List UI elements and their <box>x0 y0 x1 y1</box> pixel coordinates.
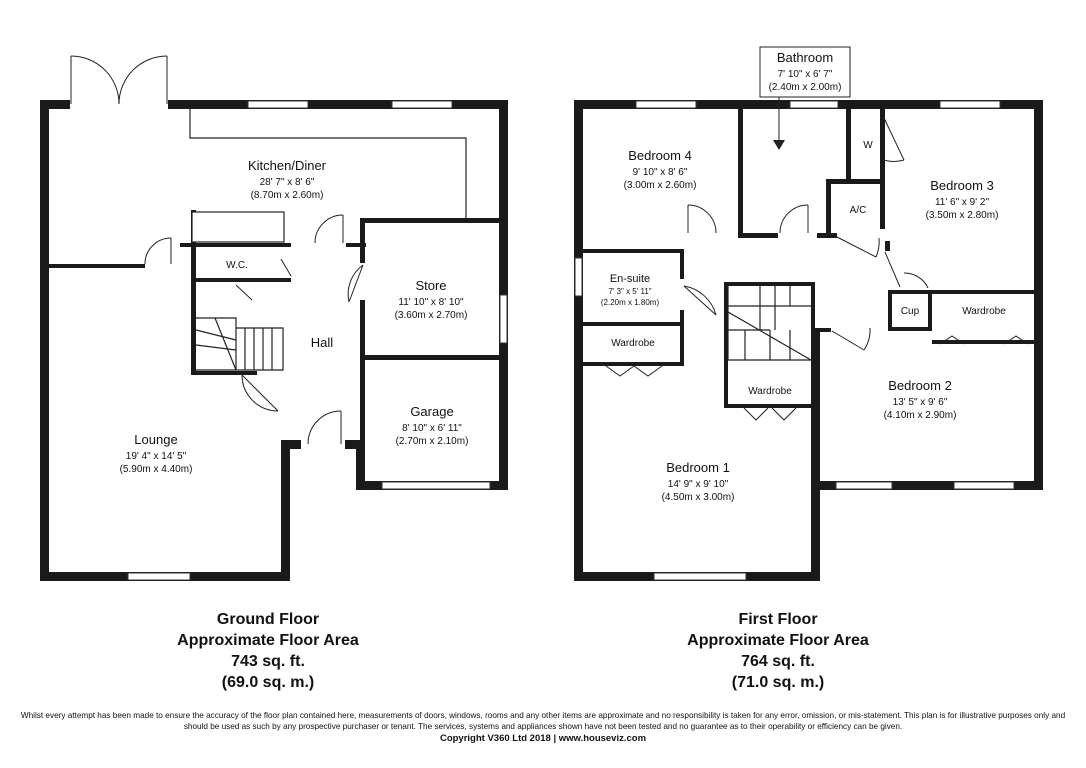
store-metric: (3.60m x 2.70m) <box>394 310 468 321</box>
ground-floor-subtitle: Approximate Floor Area <box>177 632 359 649</box>
first-stairs-icon <box>728 286 811 360</box>
bathroom-metric: (2.40m x 2.00m) <box>768 82 842 93</box>
ground-floor-sqft: 743 sq. ft. <box>231 653 305 670</box>
ensuite-dims: 7' 3" x 5' 11" <box>608 287 652 296</box>
bedroom3-label: Bedroom 3 <box>930 178 994 193</box>
bedroom2-metric: (4.10m x 2.90m) <box>883 410 957 421</box>
bedroom4-label: Bedroom 4 <box>628 148 692 163</box>
copyright-text: Copyright V360 Ltd 2018 | www.houseviz.com <box>439 733 647 744</box>
first-floor-area-summary <box>598 609 958 693</box>
bathroom-dims: 7' 10" x 6' 7" <box>777 69 833 80</box>
disclaimer-footer <box>10 710 1076 744</box>
ac-label: A/C <box>849 205 867 216</box>
cup-label: Cup <box>900 306 920 317</box>
ground-floor-title: Ground Floor <box>216 611 320 628</box>
bedroom3-metric: (3.50m x 2.80m) <box>925 210 999 221</box>
garage-dims: 8' 10" x 6' 11" <box>402 423 462 434</box>
bedroom1-label: Bedroom 1 <box>666 460 730 475</box>
wardrobe-bedroom2-label: Wardrobe <box>962 306 1006 317</box>
bedroom4-dims: 9' 10" x 8' 6" <box>632 167 688 178</box>
wc-label: W.C. <box>226 260 248 271</box>
kitchen-label: Kitchen/Diner <box>247 158 327 173</box>
store-dims: 11' 10" x 8' 10" <box>398 297 464 308</box>
french-doors-icon <box>71 56 167 104</box>
lounge-dims: 19' 4" x 14' 5" <box>125 451 187 462</box>
first-floor-sqft: 764 sq. ft. <box>741 653 815 670</box>
w-cupboard-label: W <box>863 140 873 151</box>
garage-label: Garage <box>410 404 454 419</box>
bedroom2-label: Bedroom 2 <box>888 378 952 393</box>
first-floor-title: First Floor <box>738 611 818 628</box>
bedroom1-metric: (4.50m x 3.00m) <box>661 492 735 503</box>
first-floor-sqm: (71.0 sq. m.) <box>731 674 825 691</box>
ground-inner-walls <box>49 210 508 490</box>
bedroom1-dims: 14' 9" x 9' 10" <box>667 479 729 490</box>
ensuite-metric: (2.20m x 1.80m) <box>600 298 660 307</box>
kitchen-dims: 28' 7" x 8' 6" <box>259 177 315 188</box>
wardrobe-bedroom1a-label: Wardrobe <box>611 338 655 349</box>
ground-floor-plan <box>40 56 508 581</box>
garage-metric: (2.70m x 2.10m) <box>395 436 469 447</box>
hall-label: Hall <box>310 335 334 350</box>
kitchen-metric: (8.70m x 2.60m) <box>250 190 324 201</box>
store-label: Store <box>415 278 447 293</box>
lounge-label: Lounge <box>134 432 178 447</box>
lounge-metric: (5.90m x 4.40m) <box>119 464 193 475</box>
ground-stairs-icon <box>196 318 283 370</box>
first-floor-plan <box>574 47 1043 581</box>
ensuite-label: En-suite <box>609 273 651 285</box>
bedroom3-dims: 11' 6" x 9' 2" <box>934 197 990 208</box>
wardrobe-bedroom1b-label: Wardrobe <box>748 386 792 397</box>
bathroom-label: Bathroom <box>776 50 834 65</box>
bedroom2-dims: 13' 5" x 9' 6" <box>892 397 948 408</box>
first-floor-subtitle: Approximate Floor Area <box>687 632 869 649</box>
ground-floor-area-summary <box>88 609 448 693</box>
bedroom4-metric: (3.00m x 2.60m) <box>623 180 697 191</box>
ground-floor-sqm: (69.0 sq. m.) <box>221 674 315 691</box>
disclaimer-text: Whilst every attempt has been made to ensure the accuracy of the floor plan contained here, measurements of doors, windows, rooms and any other items are approximate and no responsibility is taken for any error, omission, or mis-statement. This plan is for illustrative purposes only and should be used as such by any prospective purchaser or tenant. The services, systems and appliances shown have not been tested and no guarantee as to their operability or efficiency can be given. <box>20 711 1066 731</box>
